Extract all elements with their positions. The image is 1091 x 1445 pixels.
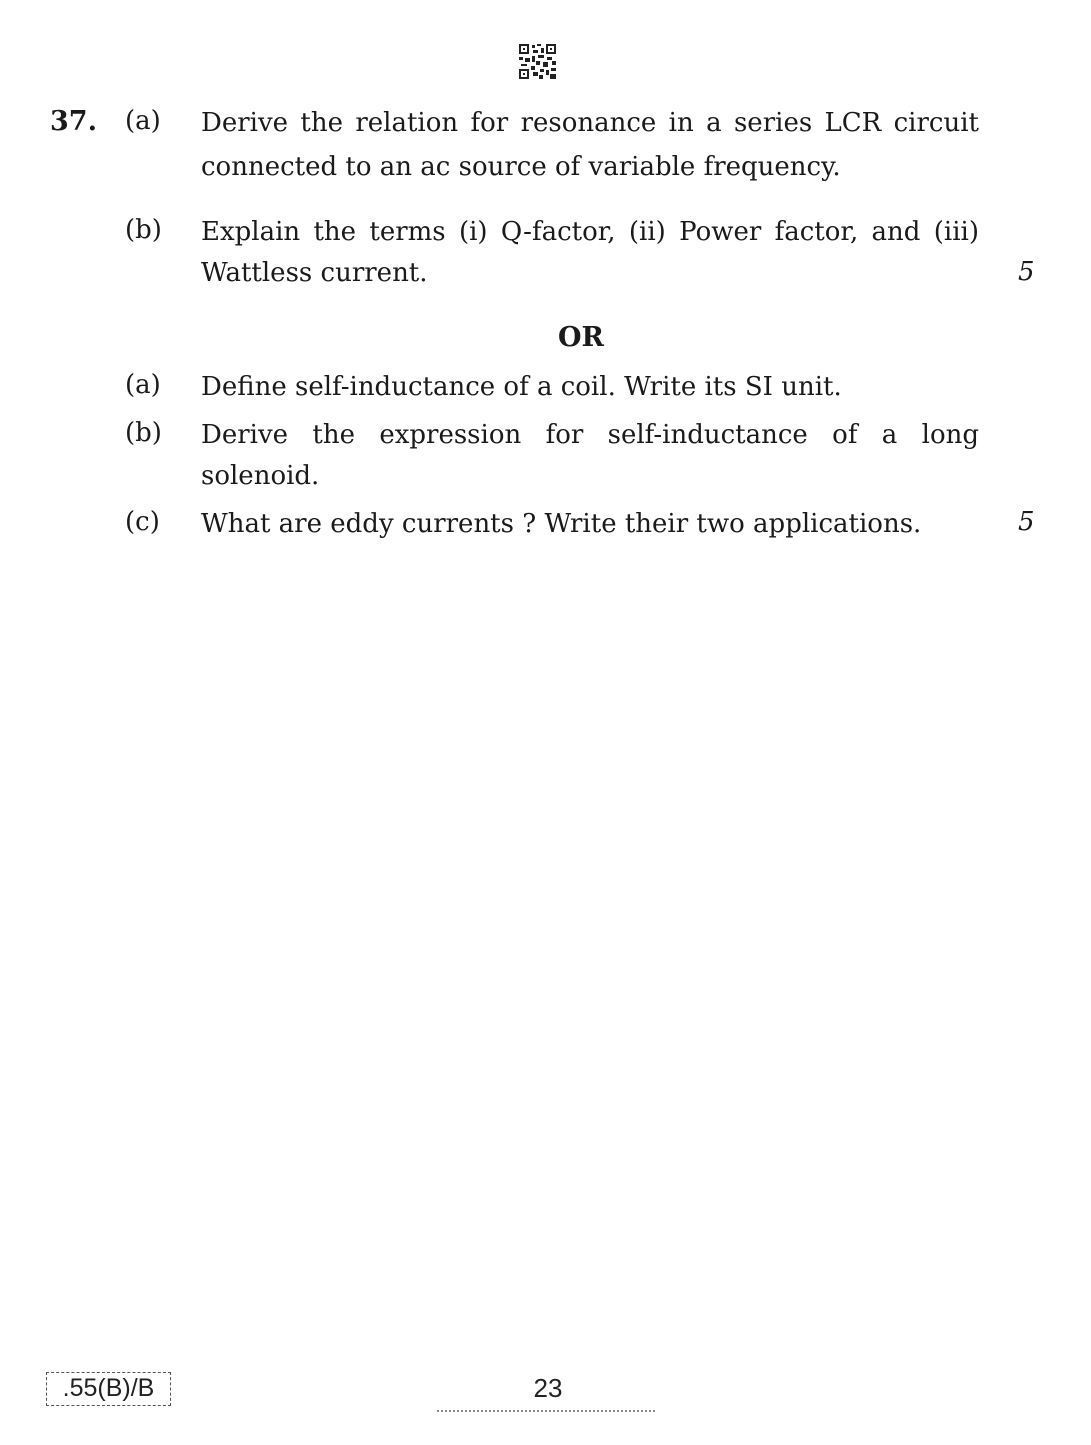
qr-code-icon bbox=[519, 44, 556, 79]
marks-second: 5 bbox=[1018, 507, 1035, 537]
alt-part-b-text: Derive the expression for self-inductance of a long solenoid. bbox=[201, 420, 979, 491]
part-a-text: Derive the relation for resonance in a series LCR circuit connected to an ac source of variable frequency. bbox=[201, 108, 979, 182]
alt-part-b-label: (b) bbox=[125, 418, 162, 448]
or-separator: OR bbox=[558, 322, 604, 353]
paper-code: .55(B)/B bbox=[46, 1372, 171, 1406]
alt-part-a-label: (a) bbox=[125, 370, 161, 400]
part-a-label: (a) bbox=[125, 106, 161, 136]
marks-first: 5 bbox=[1018, 257, 1035, 287]
alt-part-a-text: Define self-inductance of a coil. Write its SI unit. bbox=[201, 372, 842, 402]
page-number-rule bbox=[437, 1410, 655, 1412]
part-b-text: Explain the terms (i) Q-factor, (ii) Power factor, and (iii) Wattless current. bbox=[201, 217, 979, 288]
page-number: 23 bbox=[533, 1373, 563, 1403]
alt-part-c-label: (c) bbox=[125, 507, 160, 537]
alt-part-c-text: What are eddy currents ? Write their two applications. bbox=[201, 509, 922, 539]
question-number: 37. bbox=[50, 106, 97, 137]
part-b-label: (b) bbox=[125, 215, 162, 245]
